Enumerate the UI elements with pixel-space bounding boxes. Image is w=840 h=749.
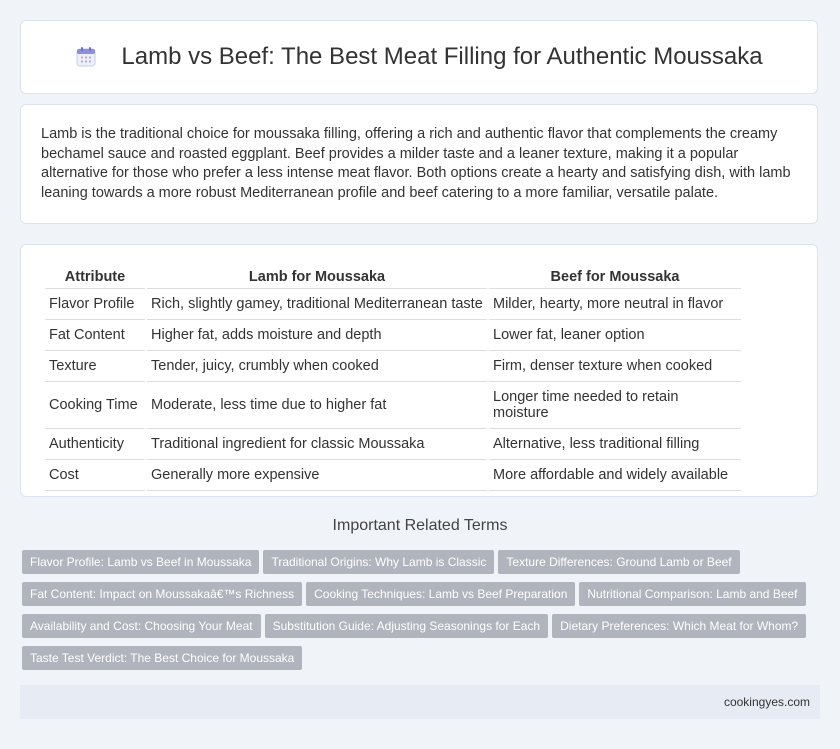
table-cell: Texture bbox=[45, 351, 145, 382]
table-row bbox=[45, 289, 741, 320]
comparison-table-card bbox=[20, 244, 818, 497]
related-term-tag[interactable]: Flavor Profile: Lamb vs Beef in Moussaka bbox=[22, 550, 259, 574]
table-cell: Milder, hearty, more neutral in flavor bbox=[489, 289, 741, 320]
table-cell: Generally more expensive bbox=[147, 460, 487, 491]
related-term-tag[interactable]: Availability and Cost: Choosing Your Meat bbox=[22, 614, 261, 638]
table-row bbox=[45, 460, 741, 491]
comparison-table bbox=[43, 265, 743, 491]
table-cell: Authenticity bbox=[45, 429, 145, 460]
footer bbox=[20, 685, 820, 719]
related-terms-title: Important Related Terms bbox=[332, 517, 508, 534]
table-row bbox=[45, 382, 741, 429]
table-cell: Lower fat, leaner option bbox=[489, 320, 741, 351]
table-row bbox=[45, 320, 741, 351]
header-beef: Beef for Moussaka bbox=[489, 265, 741, 289]
related-term-tag[interactable]: Traditional Origins: Why Lamb is Classic bbox=[263, 550, 494, 574]
related-term-tag[interactable]: Texture Differences: Ground Lamb or Beef bbox=[498, 550, 739, 574]
table-cell: Alternative, less traditional filling bbox=[489, 429, 741, 460]
table-cell: Cooking Time bbox=[45, 382, 145, 429]
table-row bbox=[45, 429, 741, 460]
table-row bbox=[45, 351, 741, 382]
table-cell: Longer time needed to retain moisture bbox=[489, 382, 741, 429]
table-cell: Tender, juicy, crumbly when cooked bbox=[147, 351, 487, 382]
table-cell: Fat Content bbox=[45, 320, 145, 351]
footer-site-link[interactable]: cookingyes.com bbox=[723, 695, 810, 709]
related-term-tag[interactable]: Dietary Preferences: Which Meat for Whom? bbox=[552, 614, 806, 638]
related-term-tag[interactable]: Taste Test Verdict: The Best Choice for Moussaka bbox=[22, 646, 302, 670]
table-cell: Moderate, less time due to higher fat bbox=[147, 382, 487, 429]
title-card bbox=[20, 20, 818, 94]
page-title: Lamb vs Beef: The Best Meat Filling for Authentic Moussaka bbox=[121, 43, 763, 70]
intro-card bbox=[20, 104, 818, 224]
table-cell: Cost bbox=[45, 460, 145, 491]
related-term-tag[interactable]: Cooking Techniques: Lamb vs Beef Preparation bbox=[306, 582, 575, 606]
table-cell: Flavor Profile bbox=[45, 289, 145, 320]
calendar-icon bbox=[75, 46, 97, 68]
table-cell: Traditional ingredient for classic Moussaka bbox=[147, 429, 487, 460]
related-terms-list bbox=[22, 550, 822, 678]
intro-text: Lamb is the traditional choice for moussaka filling, offering a rich and authentic flavor that complements the creamy bechamel sauce and roasted eggplant. Beef provides a milder taste and a leaner texture, making it a popular alternative for those who prefer a less intense meat flavor. Both options create a hearty and satisfying dish, with lamb leaning towards a more robust Mediterranean profile and beef catering to a more familiar, versatile palate. bbox=[41, 126, 791, 201]
related-term-tag[interactable]: Fat Content: Impact on Moussakaâ€™s Richness bbox=[22, 582, 302, 606]
related-term-tag[interactable]: Nutritional Comparison: Lamb and Beef bbox=[579, 582, 805, 606]
table-cell: Firm, denser texture when cooked bbox=[489, 351, 741, 382]
table-cell: Higher fat, adds moisture and depth bbox=[147, 320, 487, 351]
table-header-row bbox=[45, 265, 741, 289]
related-term-tag[interactable]: Substitution Guide: Adjusting Seasonings for Each bbox=[265, 614, 549, 638]
table-cell: Rich, slightly gamey, traditional Mediterranean taste bbox=[147, 289, 487, 320]
table-cell: More affordable and widely available bbox=[489, 460, 741, 491]
header-attribute: Attribute bbox=[45, 265, 145, 289]
header-lamb: Lamb for Moussaka bbox=[147, 265, 487, 289]
